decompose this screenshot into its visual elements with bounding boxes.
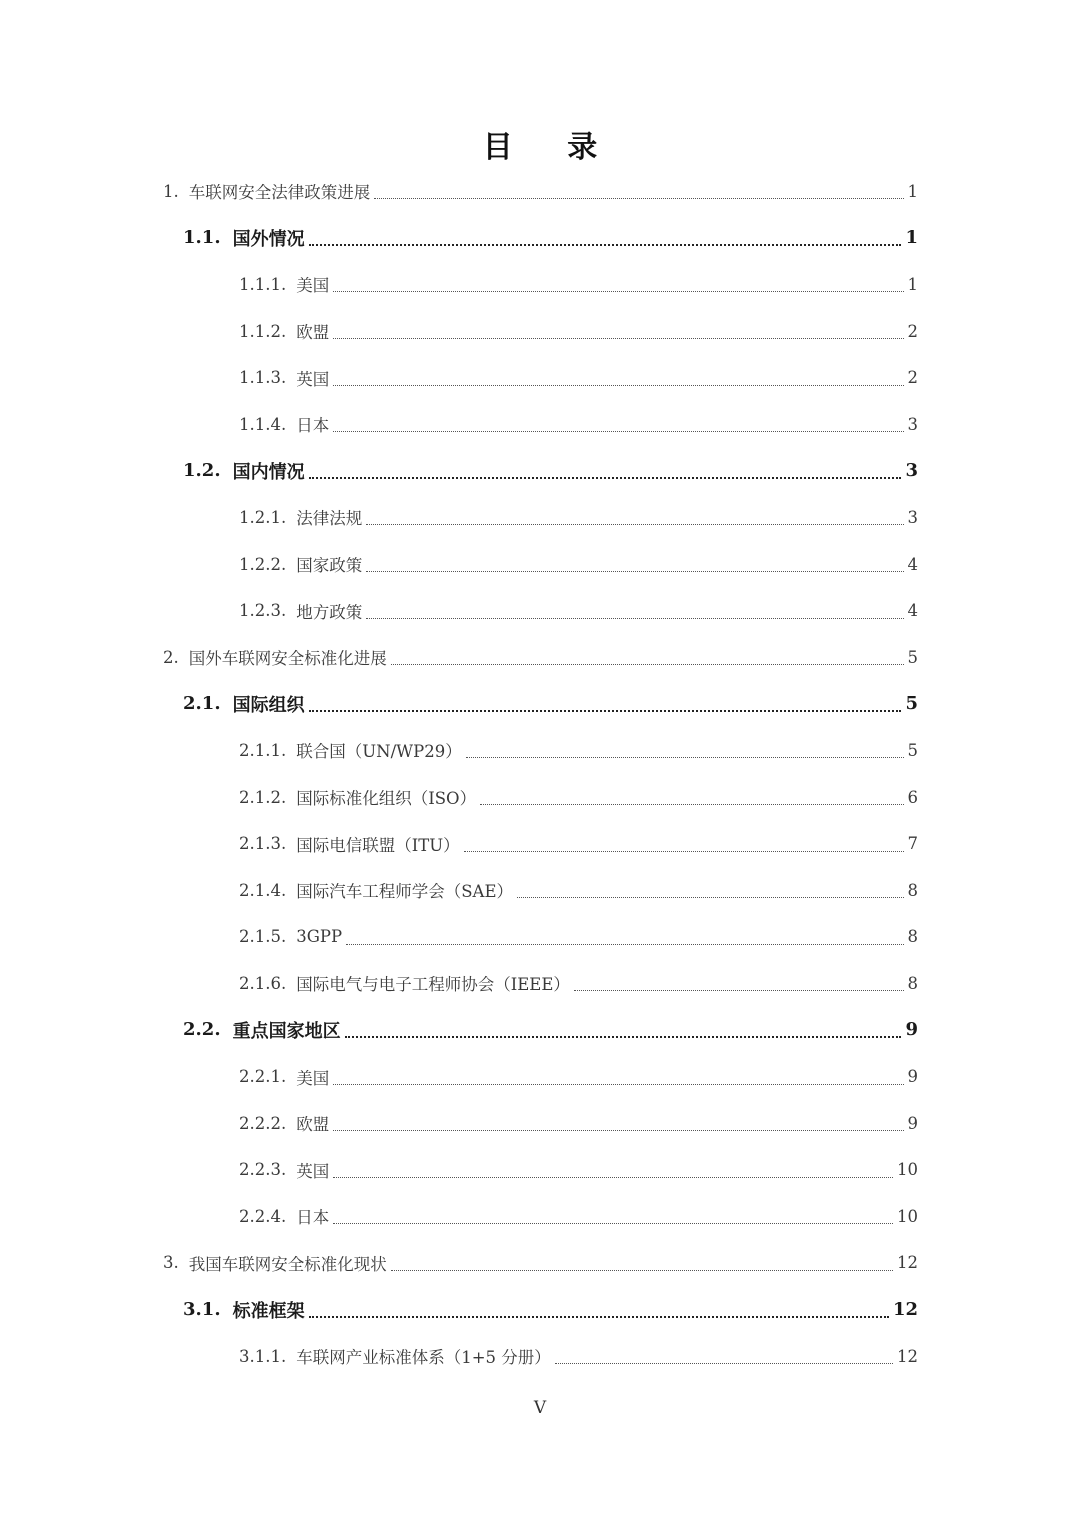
toc-entry-page: 4	[907, 601, 918, 621]
toc-entry-title: 日本	[296, 416, 330, 436]
toc-dot-leader	[517, 896, 904, 898]
toc-dot-leader	[366, 570, 903, 572]
toc-dot-leader	[333, 1176, 893, 1178]
toc-entry[interactable]	[0, 1240, 1080, 1287]
toc-entry-page: 12	[897, 1253, 918, 1273]
toc-entry-number: 1.2.3.	[239, 601, 287, 621]
toc-dot-leader	[333, 290, 903, 292]
toc-entry[interactable]	[0, 1146, 1080, 1193]
toc-entry-number: 1.	[163, 181, 179, 201]
toc-entry-page: 9	[907, 1113, 918, 1133]
toc-entry-page: 2	[907, 368, 918, 388]
toc-entry[interactable]	[0, 261, 1080, 308]
toc-entry-page: 3	[907, 507, 918, 527]
toc-entry-title: 欧盟	[296, 1115, 330, 1135]
toc-entry[interactable]	[0, 1333, 1080, 1380]
toc-entry-title: 国外情况	[232, 228, 305, 250]
toc-entry[interactable]	[0, 401, 1080, 448]
toc-entry-title: 地方政策	[296, 602, 363, 622]
toc-entry-number: 1.1.1.	[239, 274, 287, 294]
toc-entry-number: 1.2.	[183, 460, 221, 482]
toc-entry-title: 车联网安全法律政策进展	[188, 183, 371, 203]
toc-entry-page: 3	[907, 414, 918, 434]
toc-dot-leader	[391, 663, 904, 665]
toc-entry[interactable]	[0, 1053, 1080, 1100]
toc-dot-leader	[309, 709, 902, 712]
toc-entry-number: 2.2.	[183, 1019, 221, 1041]
toc-entry[interactable]	[0, 448, 1080, 495]
toc-entry-number: 3.1.	[183, 1299, 221, 1321]
toc-dot-leader	[309, 243, 902, 246]
toc-entry-number: 1.1.3.	[239, 368, 287, 388]
toc-entry-page: 12	[897, 1346, 918, 1366]
toc-entry-title: 国家政策	[296, 556, 363, 576]
toc-entry[interactable]	[0, 634, 1080, 681]
toc-entry-title: 国际汽车工程师学会（SAE）	[296, 882, 513, 902]
toc-entry-page: 8	[907, 927, 918, 947]
toc-entry-number: 2.2.3.	[239, 1160, 287, 1180]
toc-entry-page: 4	[907, 554, 918, 574]
toc-entry-page: 5	[905, 693, 918, 715]
toc-entry-page: 9	[907, 1067, 918, 1087]
toc-entry[interactable]	[0, 587, 1080, 634]
toc-dot-leader	[333, 384, 903, 386]
toc-dot-leader	[333, 1083, 903, 1085]
toc-entry-page: 1	[905, 227, 918, 249]
toc-entry-page: 6	[907, 787, 918, 807]
toc-dot-leader	[374, 197, 903, 199]
toc-entry-number: 2.1.6.	[239, 973, 287, 993]
toc-entry[interactable]	[0, 960, 1080, 1007]
toc-entry-title: 车联网产业标准体系（1+5 分册）	[296, 1348, 551, 1368]
toc-entry-title: 国外车联网安全标准化进展	[188, 649, 387, 669]
toc-entry-title: 国际电信联盟（ITU）	[296, 835, 460, 855]
toc-entry[interactable]	[0, 1100, 1080, 1147]
toc-dot-leader	[574, 989, 904, 991]
toc-entry-page: 3	[905, 460, 918, 482]
toc-entry-title: 法律法规	[296, 509, 363, 529]
toc-dot-leader	[555, 1362, 893, 1364]
toc-entry-page: 1	[907, 181, 918, 201]
toc-entry[interactable]	[0, 354, 1080, 401]
toc-entry-title: 国际组织	[232, 694, 305, 716]
toc-entry-title: 3GPP	[296, 927, 343, 947]
toc-entry-title: 美国	[296, 276, 330, 296]
toc-entry[interactable]	[0, 215, 1080, 262]
toc-entry-number: 1.1.2.	[239, 321, 287, 341]
toc-entry[interactable]	[0, 820, 1080, 867]
toc-entry-page: 10	[897, 1160, 918, 1180]
toc-entry[interactable]	[0, 914, 1080, 961]
toc-entry[interactable]	[0, 681, 1080, 728]
toc-dot-leader	[333, 1222, 893, 1224]
toc-dot-leader	[391, 1269, 893, 1271]
toc-entry-title: 国际标准化组织（ISO）	[296, 789, 477, 809]
toc-dot-leader	[480, 803, 903, 805]
toc-dot-leader	[333, 337, 903, 339]
toc-entry[interactable]	[0, 541, 1080, 588]
toc-entry-page: 12	[892, 1299, 918, 1321]
toc-entry-title: 国内情况	[232, 461, 305, 483]
toc-entry[interactable]	[0, 1286, 1080, 1333]
page-title: 目 录	[482, 130, 620, 165]
toc-entry-number: 2.1.3.	[239, 834, 287, 854]
toc-entry-title: 我国车联网安全标准化现状	[188, 1254, 387, 1274]
toc-entry[interactable]	[0, 1193, 1080, 1240]
toc-entry[interactable]	[0, 168, 1080, 215]
toc-entry-page: 9	[905, 1019, 918, 1041]
toc-dot-leader	[333, 1129, 903, 1131]
toc-dot-leader	[464, 850, 904, 852]
toc-entry[interactable]	[0, 308, 1080, 355]
toc-entry-number: 2.2.2.	[239, 1113, 287, 1133]
toc-entry-number: 2.1.1.	[239, 740, 287, 760]
toc-dot-leader	[346, 943, 903, 945]
toc-entry-number: 3.	[163, 1253, 179, 1273]
page-number: V	[533, 1398, 547, 1418]
toc-entry-page: 5	[907, 647, 918, 667]
toc-entry-page: 2	[907, 321, 918, 341]
toc-dot-leader	[333, 430, 903, 432]
toc-entry-number: 1.1.4.	[239, 414, 287, 434]
toc-entry-title: 重点国家地区	[232, 1020, 341, 1042]
toc-entry[interactable]	[0, 774, 1080, 821]
toc-entry-title: 英国	[296, 369, 330, 389]
toc-entry-page: 8	[907, 973, 918, 993]
toc-entry-number: 2.1.5.	[239, 927, 287, 947]
toc-dot-leader	[466, 756, 904, 758]
toc-entry-number: 2.	[163, 647, 179, 667]
toc-dot-leader	[309, 476, 902, 479]
toc-entry-number: 2.2.4.	[239, 1206, 287, 1226]
table-of-contents	[0, 168, 1080, 1379]
toc-entry-number: 2.1.	[183, 693, 221, 715]
toc-entry-number: 1.2.1.	[239, 507, 287, 527]
toc-entry-number: 1.2.2.	[239, 554, 287, 574]
toc-entry-page: 7	[907, 834, 918, 854]
toc-dot-leader	[366, 617, 903, 619]
toc-entry[interactable]	[0, 867, 1080, 914]
toc-entry[interactable]	[0, 727, 1080, 774]
toc-dot-leader	[366, 523, 903, 525]
toc-entry-number: 2.1.2.	[239, 787, 287, 807]
toc-entry-page: 8	[907, 880, 918, 900]
toc-entry-title: 美国	[296, 1068, 330, 1088]
toc-entry-title: 国际电气与电子工程师协会（IEEE）	[296, 975, 570, 995]
toc-entry-title: 标准框架	[232, 1300, 305, 1322]
toc-entry-number: 2.1.4.	[239, 880, 287, 900]
toc-dot-leader	[345, 1035, 902, 1038]
toc-entry-page: 5	[907, 740, 918, 760]
toc-entry-number: 3.1.1.	[239, 1346, 287, 1366]
toc-entry-title: 欧盟	[296, 323, 330, 343]
toc-entry-page: 10	[897, 1206, 918, 1226]
toc-entry[interactable]	[0, 494, 1080, 541]
toc-entry-title: 英国	[296, 1161, 330, 1181]
toc-entry-number: 2.2.1.	[239, 1067, 287, 1087]
toc-entry-title: 联合国（UN/WP29）	[296, 742, 462, 762]
toc-entry[interactable]	[0, 1007, 1080, 1054]
toc-entry-title: 日本	[296, 1208, 330, 1228]
toc-entry-number: 1.1.	[183, 227, 221, 249]
toc-dot-leader	[309, 1315, 889, 1318]
toc-entry-page: 1	[907, 274, 918, 294]
